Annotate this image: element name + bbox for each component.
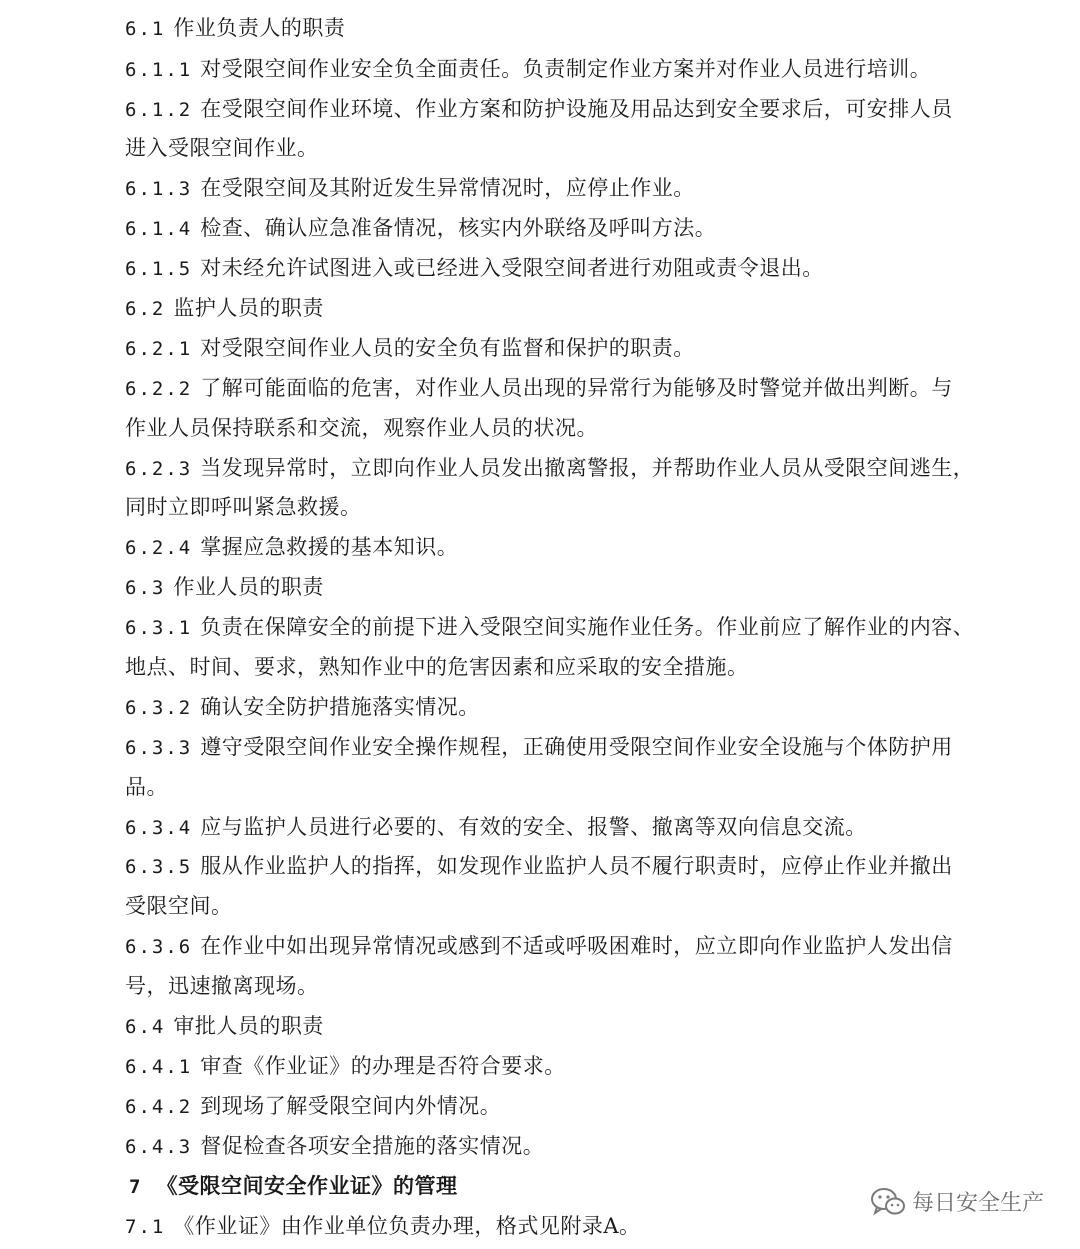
clause-6-3-5 (125, 852, 1040, 881)
clause-number: 6.3 (125, 577, 166, 599)
clause-number: 7 (129, 1176, 143, 1198)
clause-text: 号，迅速撤离现场。 (125, 974, 319, 998)
clause-text: 进入受限空间作业。 (125, 136, 319, 160)
watermark-text: 每日安全生产 (911, 1191, 1044, 1216)
clause-6-4-2 (125, 1092, 1040, 1121)
clause-number: 6.2.3 (125, 458, 193, 480)
clause-6-1-2-cont (125, 134, 1040, 162)
clause-number: 6.1.1 (125, 59, 193, 81)
clause-6-2-2 (125, 374, 1040, 403)
clause-number: 6.3.5 (125, 856, 193, 878)
clause-text: 在受限空间及其附近发生异常情况时，应停止作业。 (200, 176, 695, 200)
clause-number: 6.4.3 (125, 1136, 193, 1158)
clause-6-2-3-cont (125, 493, 1040, 521)
clause-text: 服从作业监护人的指挥，如发现作业监护人员不履行职责时，应停止作业并撤出 (200, 854, 953, 878)
clause-number: 6.3.3 (125, 737, 193, 759)
clause-text: 同时立即呼叫紧急救援。 (125, 495, 362, 519)
clause-6-3-1 (125, 613, 1040, 642)
clause-number: 6.2.4 (125, 537, 193, 559)
clause-text: 品。 (125, 775, 168, 799)
clause-text: 对未经允许试图进入或已经进入受限空间者进行劝阻或责令退出。 (200, 256, 824, 280)
clause-text: 督促检查各项安全措施的落实情况。 (200, 1134, 545, 1158)
clause-6-2-1 (125, 334, 1040, 363)
clause-6-1-5 (125, 254, 1040, 283)
clause-text: 作业负责人的职责 (173, 16, 346, 40)
clause-6-3-2 (125, 693, 1040, 722)
clause-number: 6.4.1 (125, 1056, 193, 1078)
clause-number: 6.3.2 (125, 697, 193, 719)
clause-6-3-1-cont (125, 653, 1040, 681)
clause-text: 在受限空间作业环境、作业方案和防护设施及用品达到安全要求后，可安排人员 (200, 97, 953, 121)
clause-6-3-6-cont (125, 972, 1040, 1000)
clause-number: 6.1 (125, 18, 166, 40)
clause-number: 6.2 (125, 298, 166, 320)
clause-text: 遵守受限空间作业安全操作规程，正确使用受限空间作业安全设施与个体防护用 (200, 735, 953, 759)
clause-text: 掌握应急救援的基本知识。 (200, 535, 459, 559)
clause-number: 6.4.2 (125, 1096, 193, 1118)
clause-6-3-6 (125, 932, 1040, 961)
clause-6-1-2 (125, 95, 1040, 124)
clause-text: 作业人员的职责 (173, 575, 324, 599)
clause-6-3-5-cont (125, 892, 1040, 920)
section-heading-6-1 (125, 14, 1040, 43)
clause-text: 监护人员的职责 (173, 296, 324, 320)
clause-text: 检查、确认应急准备情况，核实内外联络及呼叫方法。 (200, 216, 717, 240)
clause-text: 应与监护人员进行必要的、有效的安全、报警、撤离等双向信息交流。 (200, 815, 867, 839)
clause-text: 到现场了解受限空间内外情况。 (200, 1094, 502, 1118)
clause-text: 了解可能面临的危害，对作业人员出现的异常行为能够及时警觉并做出判断。与 (200, 376, 953, 400)
clause-text: 当发现异常时，立即向作业人员发出撤离警报，并帮助作业人员从受限空间逃生， (200, 456, 975, 480)
clause-number: 6.3.4 (125, 817, 193, 839)
clause-number: 6.1.2 (125, 99, 193, 121)
clause-6-2-2-cont (125, 414, 1040, 442)
clause-text: 《受限空间安全作业证》的管理 (156, 1174, 458, 1198)
section-heading-6-2 (125, 294, 1040, 323)
clause-6-4-3 (125, 1132, 1040, 1161)
clause-text: 作业人员保持联系和交流，观察作业人员的状况。 (125, 416, 598, 440)
clause-6-3-4 (125, 813, 1040, 842)
clause-6-4-1 (125, 1052, 1040, 1081)
clause-text: 受限空间。 (125, 894, 233, 918)
clause-6-1-4 (125, 214, 1040, 243)
clause-6-2-4 (125, 533, 1040, 562)
clause-text: 地点、时间、要求，熟知作业中的危害因素和应采取的安全措施。 (125, 655, 749, 679)
watermark (870, 1186, 1044, 1217)
section-heading-6-3 (125, 573, 1040, 602)
clause-text: 对受限空间作业安全负全面责任。负责制定作业方案并对作业人员进行培训。 (200, 57, 932, 81)
clause-text: 《作业证》由作业单位负责办理，格式见附录A。 (173, 1214, 641, 1238)
clause-text: 审查《作业证》的办理是否符合要求。 (200, 1054, 566, 1078)
clause-number: 6.2.2 (125, 378, 193, 400)
clause-number: 6.1.4 (125, 218, 193, 240)
clause-text: 审批人员的职责 (173, 1014, 324, 1038)
clause-number: 6.3.6 (125, 936, 193, 958)
clause-text: 确认安全防护措施落实情况。 (200, 695, 480, 719)
clause-number: 6.1.5 (125, 258, 193, 280)
clause-6-1-3 (125, 174, 1040, 203)
clause-number: 6.3.1 (125, 617, 193, 639)
clause-6-1-1 (125, 55, 1040, 84)
clause-number: 6.1.3 (125, 178, 193, 200)
clause-number: 6.4 (125, 1016, 166, 1038)
clause-number: 6.2.1 (125, 338, 193, 360)
clause-number: 7.1 (125, 1216, 166, 1238)
clause-text: 负责在保障安全的前提下进入受限空间实施作业任务。作业前应了解作业的内容、 (200, 615, 975, 639)
clause-6-2-3 (125, 454, 1040, 483)
section-heading-6-4 (125, 1012, 1040, 1041)
wechat-icon (870, 1187, 906, 1217)
clause-text: 在作业中如出现异常情况或感到不适或呼吸困难时，应立即向作业监护人发出信 (200, 934, 953, 958)
clause-text: 对受限空间作业人员的安全负有监督和保护的职责。 (200, 336, 695, 360)
clause-6-3-3-cont (125, 773, 1040, 801)
clause-6-3-3 (125, 733, 1040, 762)
